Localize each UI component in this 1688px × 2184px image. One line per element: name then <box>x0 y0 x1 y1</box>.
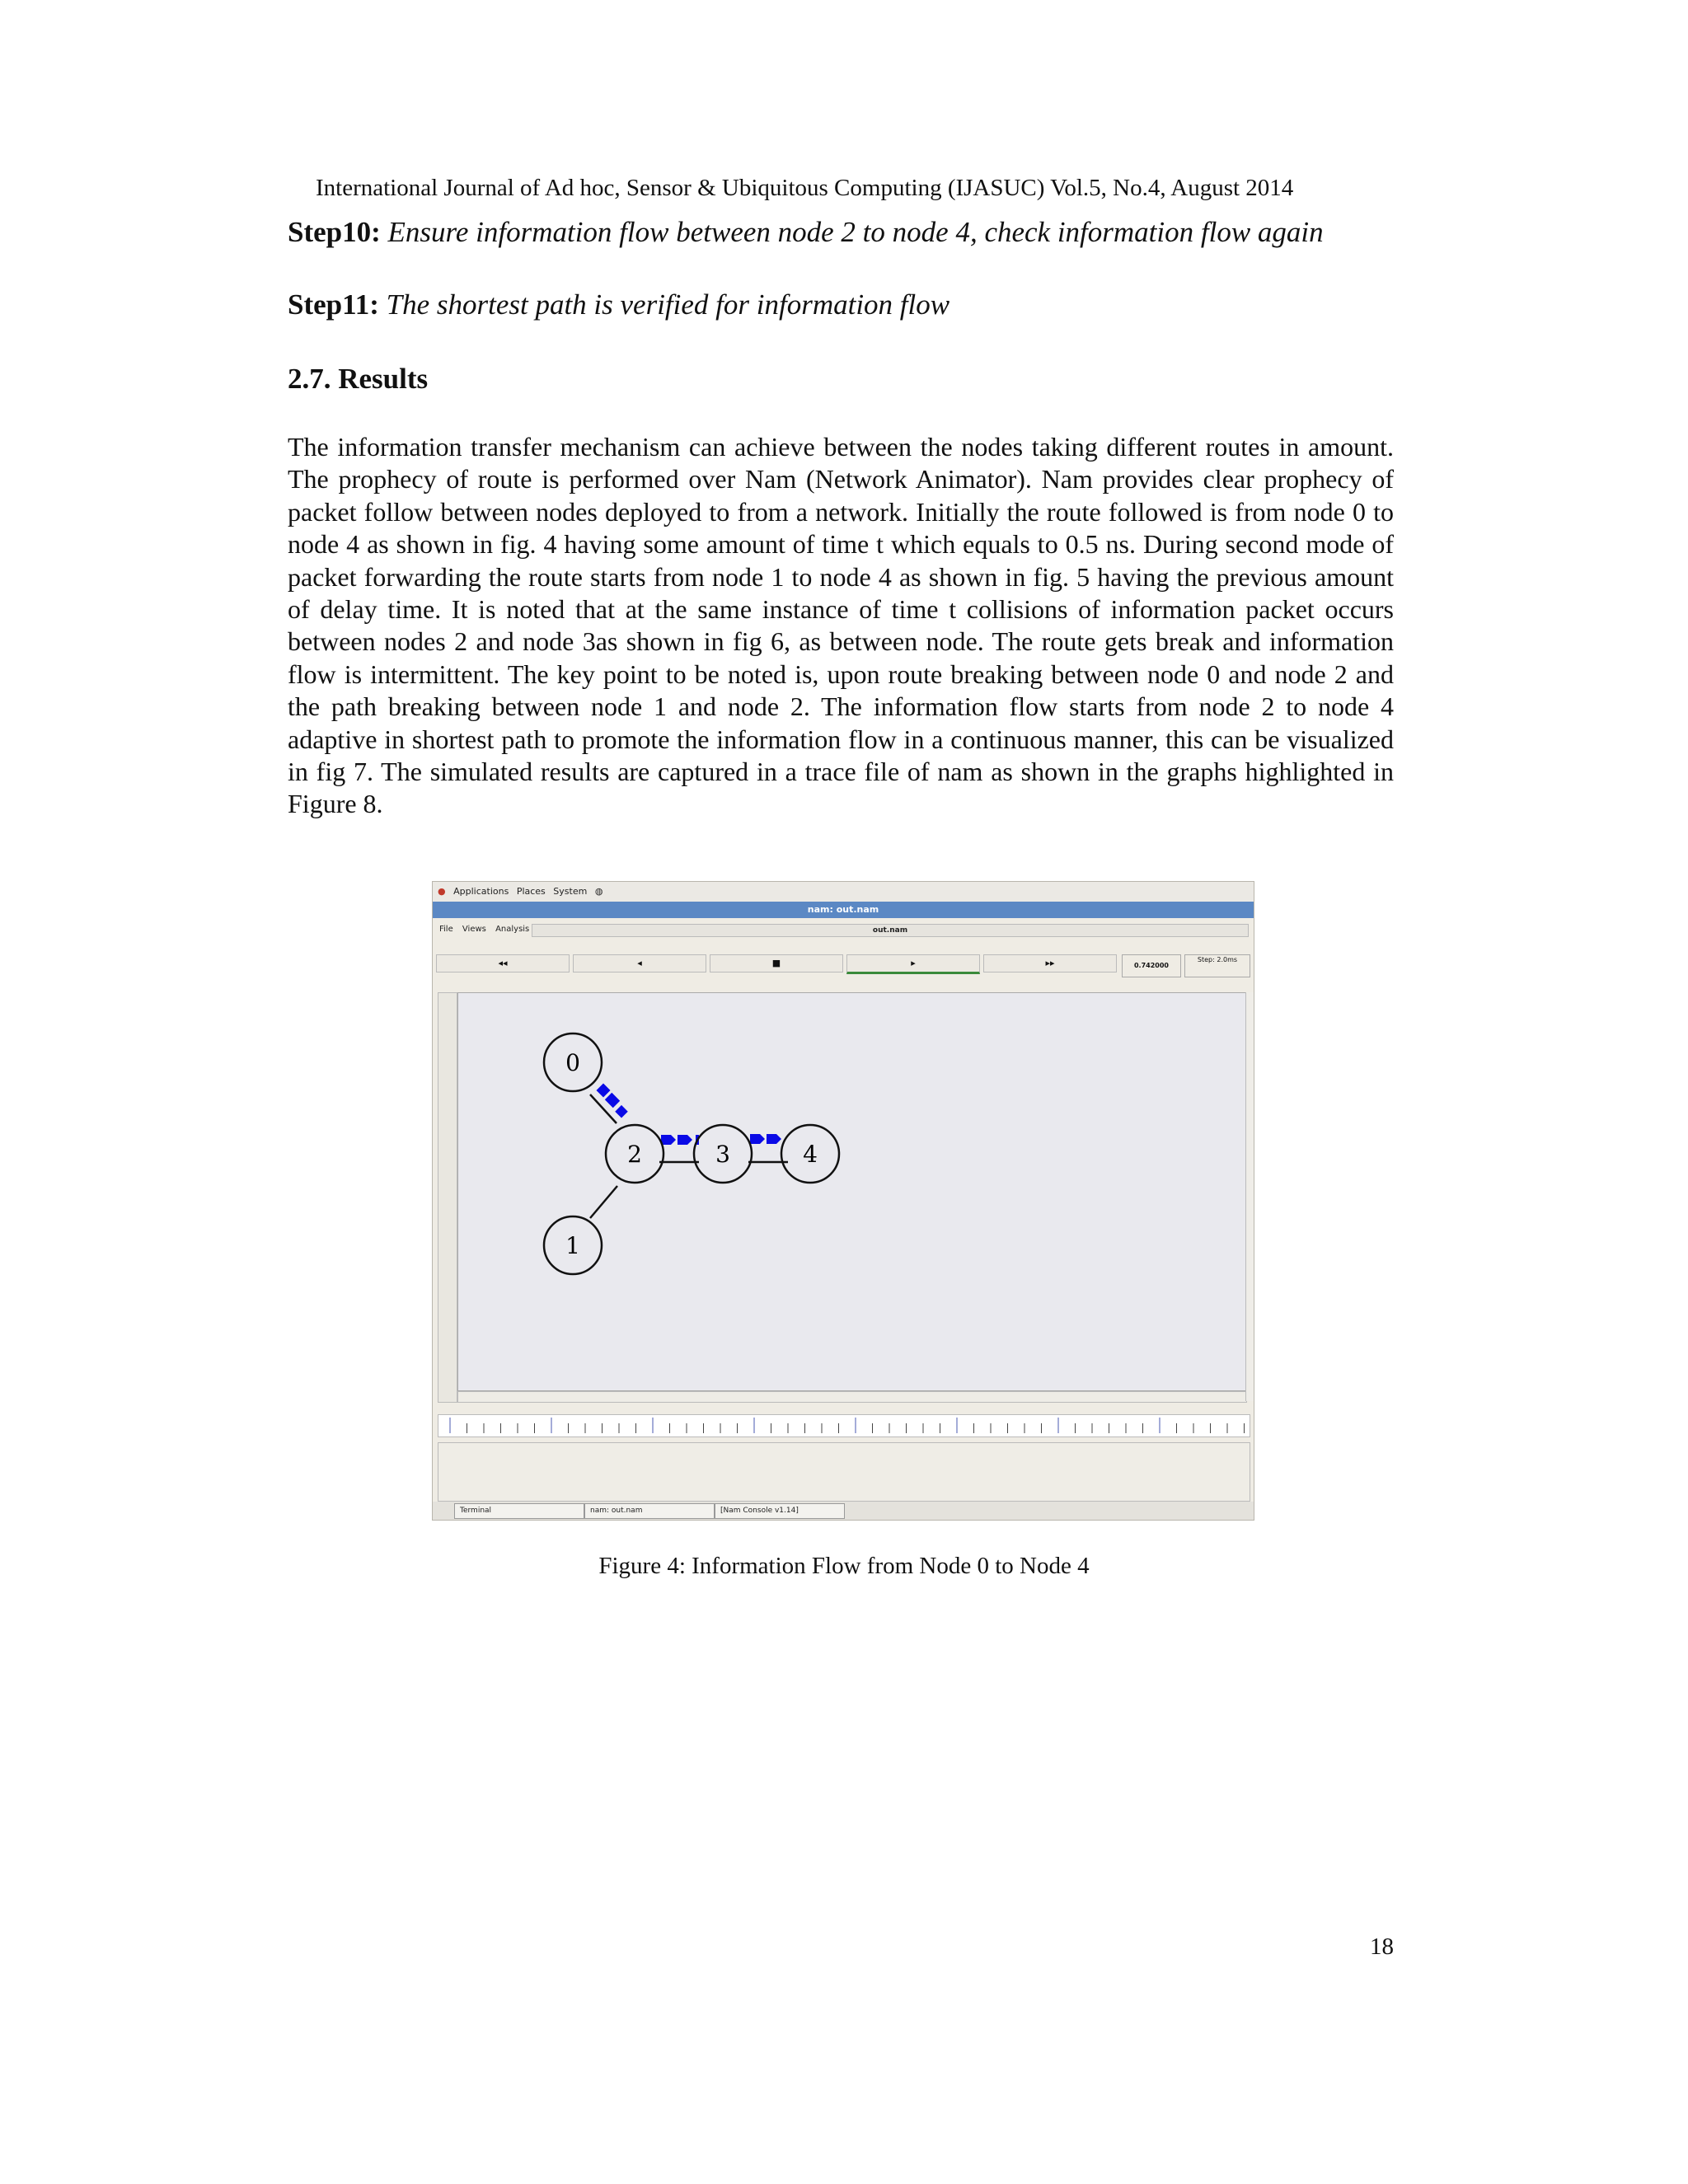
node-1 <box>544 1216 602 1274</box>
window-titlebar: nam: out.nam <box>433 902 1254 918</box>
step-label: Step11: <box>288 288 379 321</box>
svg-text:2: 2 <box>627 1141 642 1168</box>
packet <box>678 1135 692 1145</box>
left-toolbar <box>438 992 457 1403</box>
task-nam-console: [Nam Console v1.14] <box>715 1503 845 1519</box>
svg-text:3: 3 <box>715 1141 730 1168</box>
desktop-taskbar <box>433 1502 1254 1520</box>
nam-menubar <box>433 921 1254 939</box>
packet <box>767 1134 781 1144</box>
svg-text:4: 4 <box>803 1141 818 1168</box>
annotation-panel <box>438 1442 1250 1502</box>
step-display: Step: 2.0ms <box>1184 954 1250 977</box>
link-1-2 <box>590 1186 617 1218</box>
playback-controls <box>433 953 1254 976</box>
desktop-top-panel <box>433 882 1254 902</box>
step-label: Step10: <box>288 216 381 248</box>
menu-file: File <box>439 925 453 934</box>
section-title: 2.7. Results <box>288 363 429 395</box>
menu-places: Places <box>516 886 546 897</box>
horizontal-scrollbar <box>457 1391 1247 1403</box>
vertical-scrollbar <box>1245 992 1254 1401</box>
page-number: 18 <box>1370 1933 1394 1960</box>
step-11 <box>288 288 950 321</box>
node-0 <box>544 1033 602 1091</box>
rewind-button: ◂◂ <box>436 954 570 972</box>
packet <box>661 1135 676 1145</box>
figure-caption: Figure 4: Information Flow from Node 0 to Node 4 <box>598 1553 1090 1579</box>
node-4 <box>781 1125 839 1183</box>
svg-text:1: 1 <box>565 1232 580 1259</box>
packet <box>597 1084 611 1098</box>
nam-screenshot-figure <box>432 881 1254 1521</box>
fast-forward-button: ▸▸ <box>983 954 1117 972</box>
node-3 <box>694 1125 752 1183</box>
menu-applications: Applications <box>453 886 509 897</box>
step-text: The shortest path is verified for information flow <box>386 288 950 321</box>
network-graph <box>458 993 1246 1390</box>
step-10 <box>288 216 1324 249</box>
packet <box>615 1105 628 1118</box>
menu-system: System <box>553 886 588 897</box>
menu-views: Views <box>462 925 486 934</box>
time-display: 0.742000 <box>1122 954 1181 977</box>
results-paragraph: The information transfer mechanism can achieve between the nodes taking different routes in amount. The prophecy of route is performed over Nam (Network Animator). Nam provides clear prophecy of packet follow between nodes deployed to from a network. Initially the route followed is from node 0 to node 4 as shown in fig. 4 having some amount of time t which equals to 0.5 ns. During second mode of packet forwarding the route starts from node 1 to node 4 as shown in fig. 5 having the previous amount of delay time. It is noted that at the same instance of time t collisions of information packet occurs between nodes 2 and node 3as shown in fig 6, as between node. The route gets break and information flow is intermittent. The key point to be noted is, upon route breaking between node 0 and node 2 and the path breaking between node 1 and node 2. The information flow starts from node 2 to node 4 adaptive in shortest path to promote the information flow in a continuous manner, this can be visualized in fig 7. The simulated results are captured in a trace file of nam as shown in the graphs highlighted in Figure 8. <box>288 432 1394 819</box>
globe-icon: ◍ <box>594 886 603 897</box>
packet <box>750 1134 765 1144</box>
journal-header: International Journal of Ad hoc, Sensor & Ubiquitous Computing (IJASUC) Vol.5, No.4, August 2014 <box>316 175 1294 201</box>
network-canvas <box>457 992 1247 1391</box>
timeline-ticks <box>438 1415 1250 1436</box>
redhat-icon: ● <box>438 886 446 897</box>
stop-button: ■ <box>710 954 843 972</box>
back-button: ◂ <box>573 954 706 972</box>
task-nam: nam: out.nam <box>584 1503 715 1519</box>
packet <box>605 1093 620 1108</box>
task-terminal: Terminal <box>454 1503 584 1519</box>
file-name-field: out.nam <box>532 924 1249 937</box>
time-slider <box>438 1414 1250 1437</box>
step-text: Ensure information flow between node 2 to node 4, check information flow again <box>387 216 1324 248</box>
svg-text:0: 0 <box>565 1049 580 1076</box>
play-button: ▸ <box>846 954 980 974</box>
menu-analysis: Analysis <box>495 925 530 934</box>
node-2 <box>606 1125 663 1183</box>
